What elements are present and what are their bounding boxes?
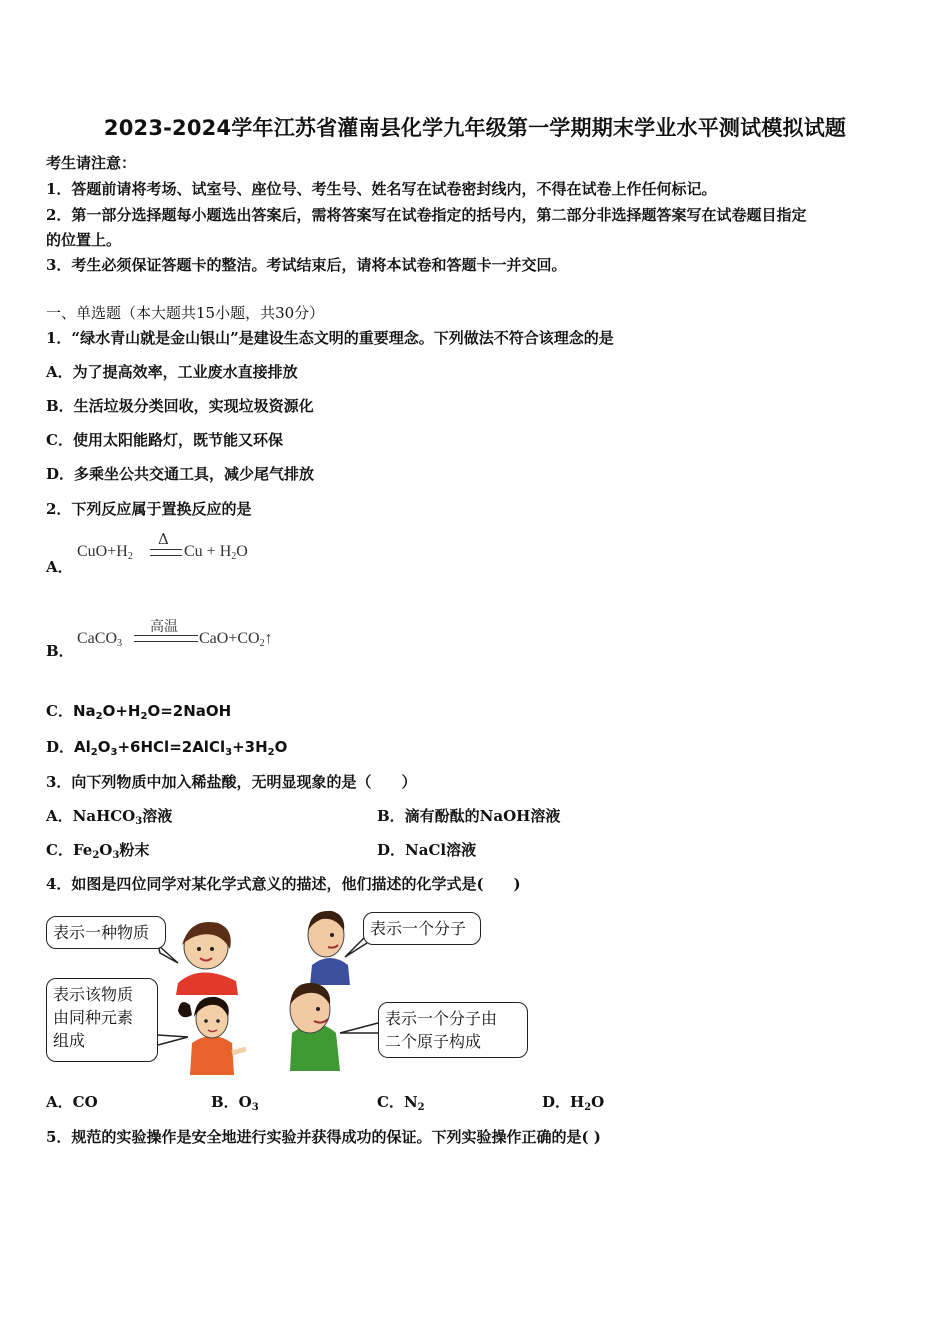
- equation-double-line: [150, 549, 182, 556]
- speech-bubble-2: 表示一个分子: [363, 912, 481, 945]
- question-2-option-d: D．$Al_2O_3+6HCl=2AlCl_3+3H_2O$: [46, 738, 288, 758]
- bubble-4-line-2: 二个原子构成: [385, 1032, 482, 1051]
- high-temperature-condition: 高温: [150, 619, 178, 635]
- question-3-option-b: B．滴有酚酞的NaOH溶液: [377, 807, 561, 825]
- speech-bubble-3: [46, 978, 158, 1062]
- bubble-3-line-1: 表示该物质: [53, 985, 134, 1004]
- speech-bubble-1: 表示一种物质: [46, 916, 166, 949]
- bubble-4-line-1: 表示一个分子由: [385, 1009, 498, 1028]
- question-1-stem: 1．“绿水青山就是金山银山”是建设生态文明的重要理念。下列做法不符合该理念的是: [46, 329, 614, 347]
- question-2-option-b-reactants: CaCO$_3$: [77, 630, 122, 649]
- question-1-option-c: C．使用太阳能路灯，既节能又环保: [46, 431, 283, 449]
- bubble-3-line-2: 由同种元素: [53, 1008, 134, 1027]
- question-3-stem: 3．向下列物质中加入稀盐酸，无明显现象的是（ ）: [46, 773, 417, 791]
- question-3-option-a: A．NaHCO$_3$溶液: [46, 807, 173, 827]
- notice-item-2-line-1: 2．第一部分选择题每小题选出答案后，需将答案写在试卷指定的括号内，第二部分非选择题答案写在试卷题目指定: [46, 206, 807, 224]
- question-2-option-a-products: $Cu + H_2O$: [184, 543, 248, 562]
- question-1-option-b: B．生活垃圾分类回收，实现垃圾资源化: [46, 397, 314, 415]
- question-2-option-b-label: B．: [46, 642, 74, 660]
- student-3: [178, 997, 246, 1075]
- bubble-3-tail: [158, 1035, 188, 1045]
- bubble-4-tail: [340, 1023, 378, 1033]
- page-title: 2023-2024学年江苏省灌南县化学九年级第一学期期末学业水平测试模拟试题: [103, 116, 847, 140]
- question-1-option-d: D．多乘坐公共交通工具，减少尾气排放: [46, 465, 315, 483]
- student-1: [176, 922, 238, 995]
- question-2-option-b-products: $CaO+CO_2↑$: [199, 630, 273, 649]
- question-4-option-c: C．$N_2$: [377, 1093, 425, 1113]
- question-1-option-a: A．为了提高效率，工业废水直接排放: [46, 363, 298, 381]
- notice-item-1: 1．答题前请将考场、试室号、座位号、考生号、姓名写在试卷密封线内，不得在试卷上作任何标记。: [46, 180, 717, 198]
- question-2-option-a-label: A．: [46, 558, 73, 576]
- question-2-stem: 2．下列反应属于置换反应的是: [46, 500, 252, 518]
- question-3-option-d: D．NaCl溶液: [377, 841, 477, 859]
- speech-bubble-4: [378, 1002, 528, 1058]
- question-2-option-a-reactants: $CuO+H_2$: [77, 543, 133, 562]
- question-4-stem: 4．如图是四位同学对某化学式意义的描述，他们描述的化学式是( ): [46, 875, 521, 893]
- notice-heading: 考生请注意：: [46, 154, 137, 172]
- question-4-option-d: D．$H_2O$: [542, 1093, 605, 1113]
- student-2: [308, 911, 350, 985]
- heat-condition: Δ: [158, 530, 169, 548]
- section-heading: 一、单选题（本大题共15小题，共30分）: [46, 304, 325, 322]
- equation-double-line: [134, 635, 198, 642]
- question-4-option-b: B．$O_3$: [211, 1093, 259, 1113]
- question-4-option-a: A．CO: [46, 1093, 98, 1111]
- question-2-option-c: C．$Na_2O+H_2O=2NaOH$: [46, 702, 232, 722]
- notice-item-2-line-2: 的位置上。: [46, 231, 122, 249]
- question-5-stem: 5．规范的实验操作是安全地进行实验并获得成功的保证。下列实验操作正确的是( ): [46, 1128, 601, 1146]
- question-3-option-c: C．$Fe_2O_3$粉末: [46, 841, 150, 861]
- notice-item-3: 3．考生必须保证答题卡的整洁。考试结束后，请将本试卷和答题卡一并交回。: [46, 256, 567, 274]
- bubble-1-tail: [158, 945, 178, 963]
- student-4: [290, 983, 340, 1071]
- bubble-3-line-3: 组成: [53, 1031, 86, 1050]
